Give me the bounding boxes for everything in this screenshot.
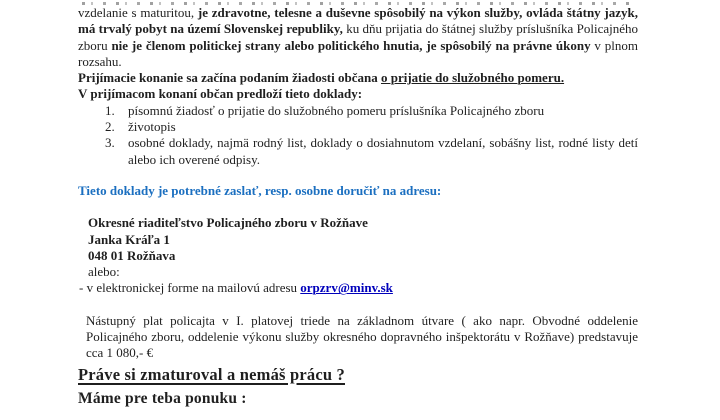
paragraph-eligibility — [78, 5, 638, 70]
text-run-bold: nie je členom politickej strany alebo politického hnutia, je spôsobilý na právne úkony — [111, 37, 595, 53]
email-line-prefix: - v elektronickej forme na mailovú adresu — [79, 280, 301, 296]
list-item-number: 2. — [105, 119, 115, 135]
address-city: 048 01 Rožňava — [88, 247, 176, 263]
list-item-text: písomnú žiadosť o prijatie do služobného pomeru príslušníka Policajného zboru — [128, 102, 545, 118]
list-item-text: životopis — [128, 119, 176, 135]
paragraph-salary: Nástupný plat policajta v I. platovej triede na základnom útvare ( ako napr. Obvodné oddelenie Policajného zboru, oddelenie výkonu služby okresného dopravného inšpektorátu v Rožňave) predstavuje cca 1 080,- € — [86, 312, 638, 361]
job-offer-heading: Práve si zmaturoval a nemáš prácu ? — [78, 364, 345, 384]
admission-line-2: V prijímacom konaní občan predloží tieto doklady: — [78, 86, 363, 102]
list-item-number: 1. — [105, 102, 115, 118]
delivery-note: Tieto doklady je potrebné zaslať, resp. osobne doručiť na adresu: — [78, 182, 442, 198]
document-page — [78, 0, 638, 409]
list-item — [105, 119, 638, 135]
address-block — [88, 215, 638, 280]
address-alternative: alebo: — [88, 264, 120, 280]
text-run: ku dňu prijatia do štátnej služby príslušníka Policajného zboru — [78, 21, 639, 53]
text-run: vzdelanie s maturitou, — [78, 5, 198, 20]
text-run-bold: je zdravotne, telesne a duševne spôsobilý na výkon služby, ovláda štátny jazyk, má trvalý pobyt na území Slovenskej republiky, — [78, 5, 638, 37]
email-line — [79, 280, 638, 296]
list-item-text: osobné doklady, najmä rodný list, doklady o dosiahnutom vzdelaní, sobášny list, rodné listy detí alebo ich overené odpisy. — [128, 135, 638, 167]
address-street: Janka Kráľa 1 — [88, 231, 170, 247]
documents-list — [105, 103, 638, 168]
admission-line-1 — [78, 70, 638, 86]
address-organization: Okresné riaditeľstvo Policajného zboru v Rožňave — [88, 215, 368, 231]
list-item — [105, 103, 638, 119]
text-run: v plnom rozsahu. — [78, 37, 638, 69]
list-item-number: 3. — [105, 135, 115, 151]
text-run-bold: Prijímacie konanie sa začína podaním žiadosti občana — [78, 70, 381, 86]
job-offer-subheading: Máme pre teba ponuku : — [78, 389, 247, 407]
paragraph-admission — [78, 70, 638, 103]
email-link[interactable]: orpzrv@minv.sk — [300, 280, 393, 296]
text-run-bold-underlined: o prijatie do služobného pomeru. — [380, 70, 565, 86]
list-item — [105, 135, 638, 168]
clipped-text-top — [82, 2, 630, 5]
